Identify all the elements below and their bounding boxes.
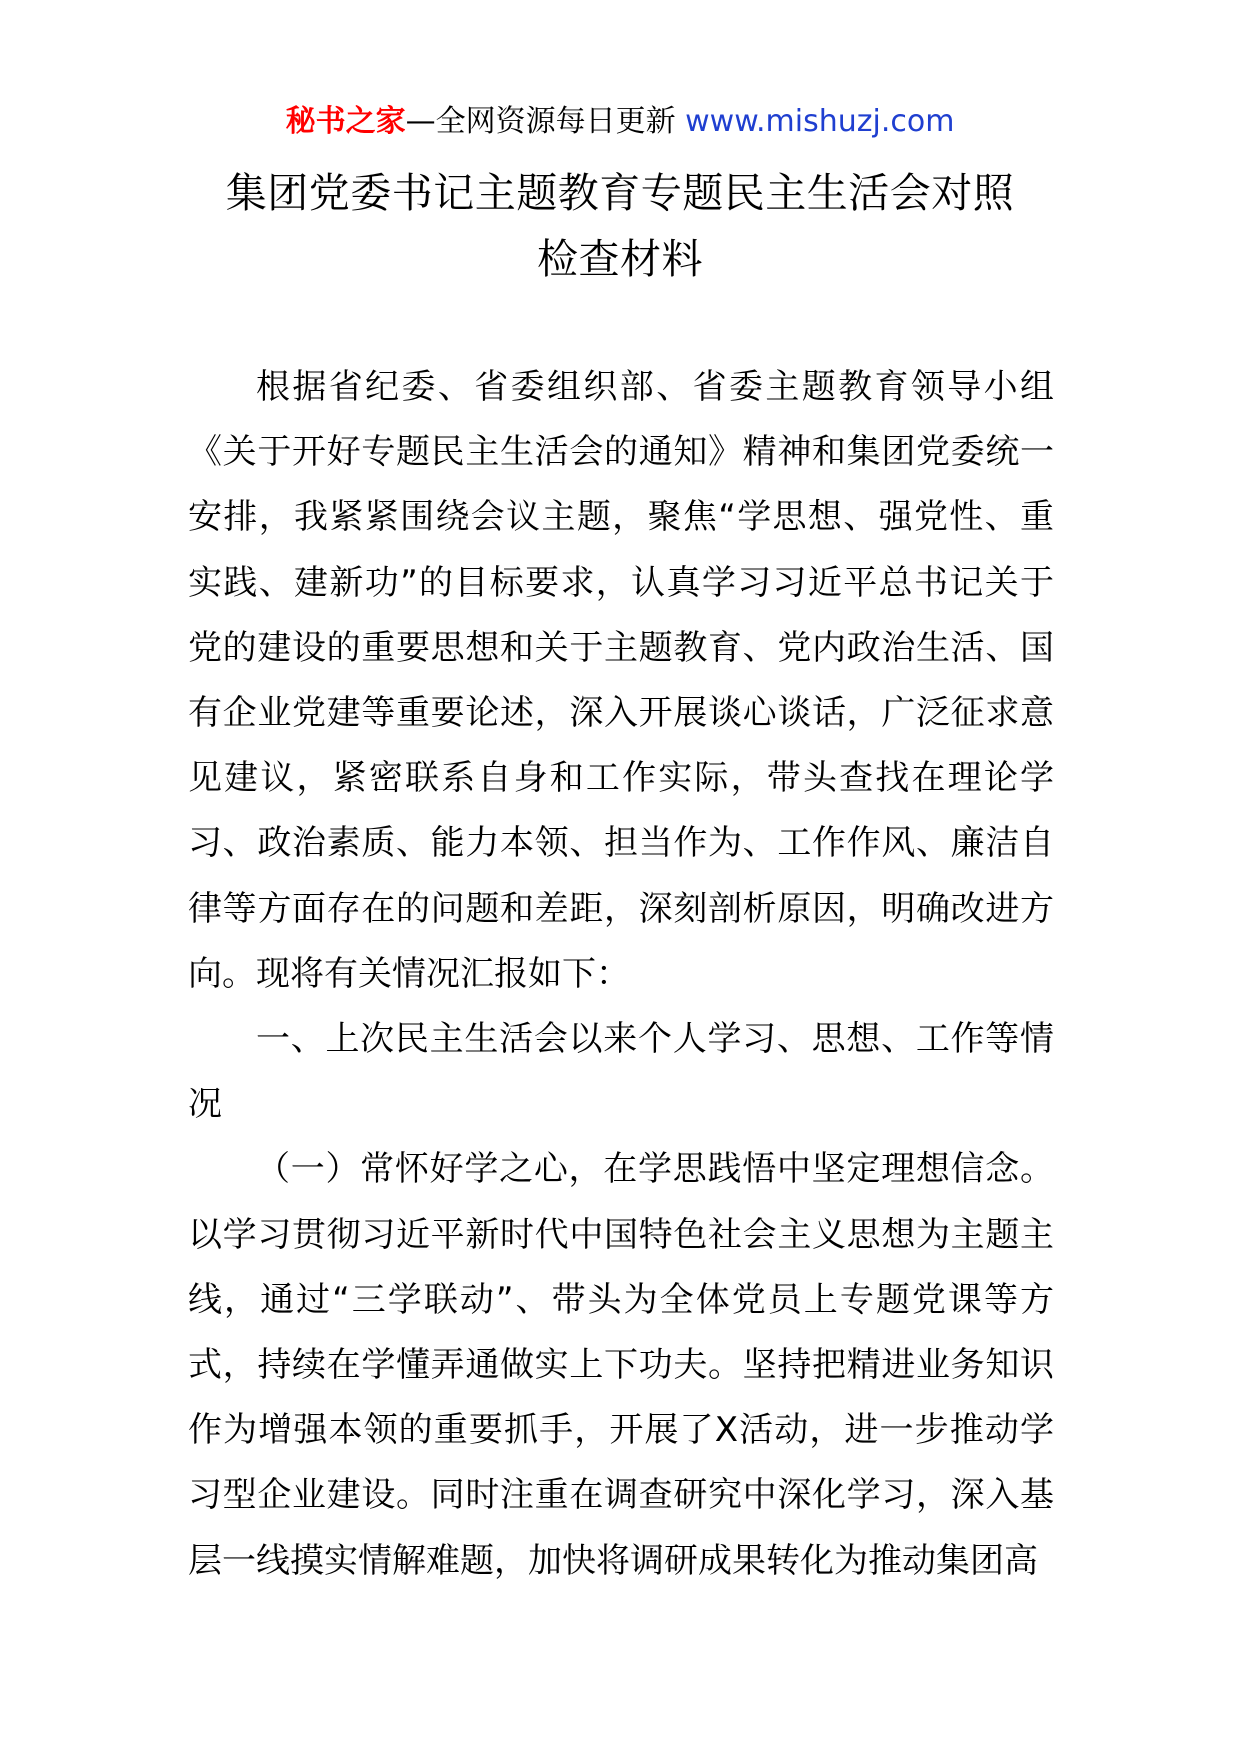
document-title bbox=[180, 160, 1060, 292]
document-body bbox=[188, 355, 1054, 1594]
paragraph-intro: 根据省纪委、省委组织部、省委主题教育领导小组《关于开好专题民主生活会的通知》精神和集团党委统一安排，我紧紧围绕会议主题，聚焦“学思想、强党性、重实践、建新功”的目标要求，认真学习习近平总书记关于党的建设的重要思想和关于主题教育、党内政治生活、国有企业党建等重要论述，深入开展谈心谈话，广泛征求意见建议，紧密联系自身和工作实际，带头查找在理论学习、政治素质、能力本领、担当作为、工作作风、廉洁自律等方面存在的问题和差距，深刻剖析原因，明确改进方向。现将有关情况汇报如下： bbox=[188, 367, 1054, 994]
site-url-link[interactable]: www.mishuzj.com bbox=[685, 104, 955, 139]
title-line-1: 集团党委书记主题教育专题民主生活会对照 bbox=[225, 169, 1015, 217]
source-header bbox=[0, 100, 1240, 144]
title-line-2: 检查材料 bbox=[537, 235, 703, 283]
paragraph-subsection-1: （一）常怀好学之心，在学思践悟中坚定理想信念。以学习贯彻习近平新时代中国特色社会主义思想为主题主线，通过“三学联动”、带头为全体党员上专题党课等方式，持续在学懂弄通做实上下功夫。坚持把精进业务知识作为增强本领的重要抓手，开展了X活动，进一步推动学习型企业建设。同时注重在调查研究中深化学习，深入基层一线摸实情解难题，加快将调研成果转化为推动集团高 bbox=[188, 1149, 1054, 1581]
section-heading-1: 一、上次民主生活会以来个人学习、思想、工作等情况 bbox=[188, 1019, 1054, 1125]
brand-name: 秘书之家 bbox=[285, 104, 406, 139]
header-tagline: —全网资源每日更新 bbox=[405, 104, 686, 139]
